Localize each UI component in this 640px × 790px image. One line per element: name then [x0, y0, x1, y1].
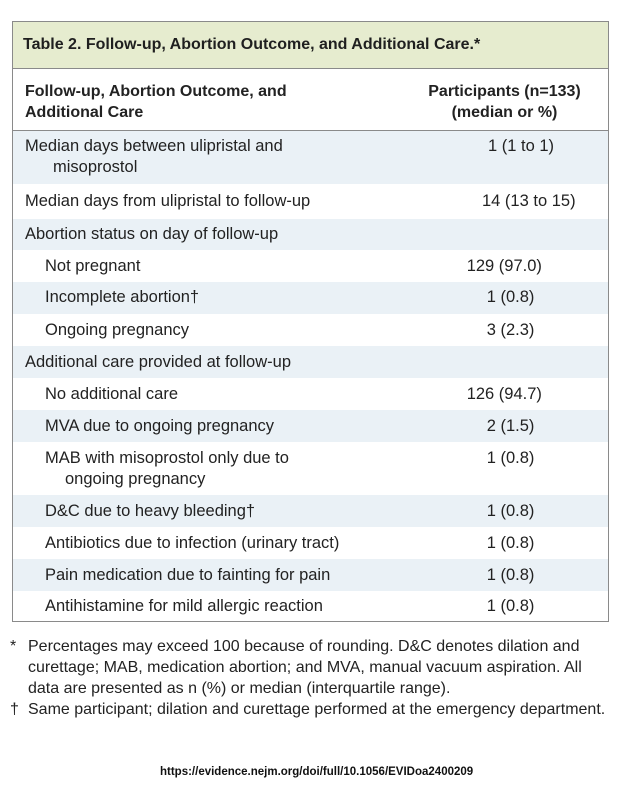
row-label: Antihistamine for mild allergic reaction — [45, 597, 323, 615]
row-label: Ongoing pregnancy — [45, 321, 190, 339]
row-label: Antibiotics due to infection (urinary tract) — [45, 534, 340, 552]
row-value: 2 (1.5) — [486, 417, 535, 435]
footnote-dagger: † Same participant; dilation and curettage performed at the emergency department. — [10, 701, 606, 718]
row-value: 14 (13 to 15) — [482, 192, 576, 210]
table-header — [13, 69, 608, 131]
row-value: 1 (0.8) — [486, 597, 535, 615]
row-label: Abortion status on day of follow-up — [25, 225, 279, 243]
row-value: 3 (2.3) — [486, 321, 535, 339]
row-label: D&C due to heavy bleeding† — [45, 502, 256, 520]
table-row — [13, 378, 608, 410]
table-row — [13, 282, 608, 314]
row-value: 1 (0.8) — [486, 566, 535, 584]
row-label: Pain medication due to fainting for pain — [45, 566, 331, 584]
row-label: Not pregnant — [45, 257, 141, 275]
table-row — [13, 495, 608, 527]
footnotes — [10, 636, 610, 720]
row-value — [448, 224, 608, 245]
row-label: Median days from ulipristal to follow-up — [25, 192, 311, 210]
table-row — [13, 591, 608, 621]
row-value: 129 (97.0) — [466, 257, 542, 275]
row-value: 1 (0.8) — [486, 288, 535, 306]
table-row — [13, 184, 608, 219]
row-value: 1 (1 to 1) — [488, 137, 555, 155]
footnote-star: * Percentages may exceed 100 because of rounding. D&C denotes dilation and curettage; MAB, medication abortion; and MVA, manual vacuum aspiration. All data are presented as n (%) or median (interquartile range). — [10, 638, 582, 697]
row-value: 1 (0.8) — [486, 502, 535, 520]
table-row — [13, 442, 608, 495]
row-label: Additional care provided at follow-up — [25, 353, 291, 371]
row-label: MVA due to ongoing pregnancy — [45, 417, 275, 435]
source-url[interactable]: https://evidence.nejm.org/doi/full/10.1056/EVIDoa2400209 — [160, 766, 474, 778]
header-col-outcome: Follow-up, Abortion Outcome, and Additional Care — [25, 83, 287, 121]
row-value — [448, 352, 608, 373]
table-row — [13, 346, 608, 378]
table-row — [13, 527, 608, 559]
table-row — [13, 131, 608, 184]
table-row — [13, 559, 608, 591]
results-table — [12, 21, 609, 622]
table-row — [13, 314, 608, 346]
row-value: 1 (0.8) — [486, 534, 535, 552]
header-col-participants: Participants (n=133) (median or %) — [428, 83, 581, 121]
row-label: Median days between ulipristal and misoprostol — [25, 137, 283, 176]
table-title: Table 2. Follow-up, Abortion Outcome, and Additional Care.* — [13, 22, 608, 69]
row-label: Incomplete abortion† — [45, 288, 200, 306]
table-row — [13, 219, 608, 250]
row-value: 1 (0.8) — [486, 449, 535, 467]
row-value: 126 (94.7) — [466, 385, 542, 403]
row-label: No additional care — [45, 385, 178, 403]
table-row — [13, 250, 608, 282]
table-row — [13, 410, 608, 442]
row-label: MAB with misoprostol only due to ongoing pregnancy — [45, 449, 289, 488]
